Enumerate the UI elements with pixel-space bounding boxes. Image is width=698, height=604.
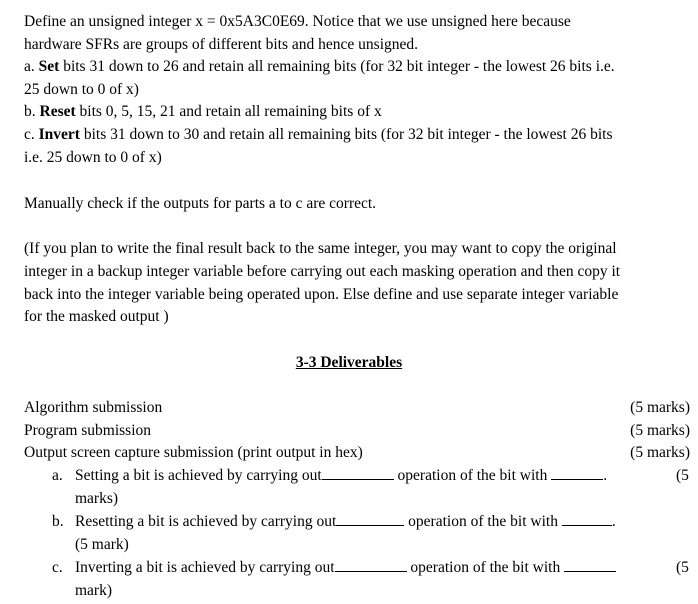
question-a-middle: operation of the bit with	[397, 467, 548, 484]
question-a-marks: (5	[676, 467, 689, 484]
part-b-text: bits 0, 5, 15, 21 and retain all remaining bits of x	[75, 103, 382, 120]
deliverable-marks-output: (5 marks)	[630, 444, 690, 461]
part-a-keyword: Set	[38, 58, 60, 75]
question-a-text: Setting a bit is achieved by carrying out	[75, 467, 322, 484]
question-b-marks: (5 mark)	[75, 536, 129, 553]
question-a	[75, 465, 607, 488]
deliverable-marks-program: (5 marks)	[630, 422, 690, 439]
question-c	[75, 557, 616, 580]
question-c-marks-line-2: mark)	[75, 582, 113, 599]
deliverable-label-algorithm: Algorithm submission	[24, 399, 163, 416]
question-a-blank-operand[interactable]	[551, 465, 603, 480]
note-line-3: back into the integer variable being operated upon. Else define and use separate integer variable	[24, 286, 619, 303]
question-c-middle: operation of the bit with	[410, 559, 561, 576]
part-a	[24, 56, 615, 79]
check-instruction: Manually check if the outputs for parts a to c are correct.	[24, 195, 377, 212]
question-b-blank-operand[interactable]	[562, 511, 612, 526]
deliverable-marks-algorithm: (5 marks)	[630, 399, 690, 416]
question-c-text: Inverting a bit is achieved by carrying out	[75, 559, 335, 576]
part-c-line-2: i.e. 25 down to 0 of x)	[24, 149, 162, 166]
intro-line-1: Define an unsigned integer x = 0x5A3C0E69. Notice that we use unsigned here because	[24, 13, 571, 30]
part-c-keyword: Invert	[38, 126, 80, 143]
question-c-marks: (5	[676, 559, 689, 576]
question-b-middle: operation of the bit with	[408, 513, 558, 530]
question-b-end: .	[611, 513, 616, 530]
part-a-text: bits 31 down to 26 and retain all remaining bits (for 32 bit integer - the lowest 26 bits i.e.	[59, 58, 615, 75]
part-a-prefix: a.	[24, 58, 39, 75]
part-b-prefix: b.	[24, 103, 40, 120]
question-b-number: b.	[52, 513, 64, 530]
part-b	[24, 101, 382, 124]
note-line-4: for the masked output )	[24, 308, 169, 325]
question-b	[75, 511, 616, 534]
intro-line-2: hardware SFRs are groups of different bits and hence unsigned.	[24, 36, 419, 53]
note-line-2: integer in a backup integer variable before carrying out each masking operation and then copy it	[24, 263, 621, 280]
question-c-blank-operation[interactable]	[335, 557, 407, 572]
section-heading	[0, 352, 698, 375]
question-b-blank-operation[interactable]	[336, 511, 404, 526]
part-b-keyword: Reset	[39, 103, 76, 120]
question-a-end: .	[603, 467, 608, 484]
question-b-text: Resetting a bit is achieved by carrying out	[75, 513, 337, 530]
question-a-number: a.	[52, 467, 63, 484]
part-c	[24, 124, 612, 147]
deliverable-label-output: Output screen capture submission (print output in hex)	[24, 444, 363, 461]
part-c-text: bits 31 down to 30 and retain all remaining bits (for 32 bit integer - the lowest 26 bits	[79, 126, 613, 143]
part-c-prefix: c.	[24, 126, 39, 143]
question-a-marks-line-2: marks)	[75, 490, 119, 507]
note-line-1: (If you plan to write the final result back to the same integer, you may want to copy the original	[24, 240, 617, 257]
question-c-blank-operand[interactable]	[564, 557, 616, 572]
question-c-number: c.	[52, 559, 63, 576]
deliverable-label-program: Program submission	[24, 422, 152, 439]
section-heading-text: 3-3 Deliverables	[295, 354, 403, 371]
part-a-line-2: 25 down to 0 of x)	[24, 81, 139, 98]
question-a-blank-operation[interactable]	[322, 465, 394, 480]
